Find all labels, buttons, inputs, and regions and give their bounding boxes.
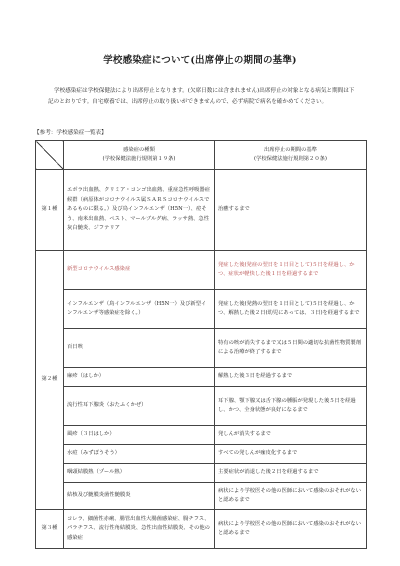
disease-cell: インフルエンザ（鳥インフルエンザ（H5N一）及び新型インフルエンザ等感染症を除く。） — [64, 290, 215, 329]
table-row — [36, 426, 367, 445]
period-cell: すべての発しんが痂皮化するまで — [215, 445, 367, 464]
period-cell: 病状により学校医その他の医師において感染のおそれがないと認めるまで — [215, 483, 367, 510]
page-title: 学校感染症について(出席停止の期間の基準) — [103, 55, 297, 66]
disease-cell: 流行性耳下腺炎（おたふくかぜ） — [64, 387, 215, 426]
table-row — [36, 290, 367, 329]
table-row — [36, 170, 367, 251]
disease-cell: 新型コロナウイルス感染症 — [64, 251, 215, 290]
period-cell: 病状により学校医その他の医師において感染のおそれがないと認めるまで — [215, 510, 367, 549]
table-header-row — [36, 141, 367, 170]
disease-cell: 結核及び髄膜炎菌性髄膜炎 — [64, 483, 215, 510]
table-row — [36, 329, 367, 368]
disease-cell: エボラ出血熱、クリミア・コンゴ出血熱、重症急性呼吸器症候群（病原体がコロナウイルス属ＳＡＲＳコロナウイルスであるものに限る。）及び鳥インフルエンザ（H5N一）、痘そう、南米出血熱、ペスト、マールブルグ病、ラッサ熱、急性灰白髄炎、ジフテリア — [64, 170, 215, 251]
period-cell: 発しんが消失するまで — [215, 426, 367, 445]
category-cell: 第１種 — [36, 170, 64, 251]
table-row — [36, 368, 367, 387]
table-row — [36, 510, 367, 549]
category-cell: 第３種 — [36, 510, 64, 549]
header-disease-cell — [64, 141, 215, 170]
period-cell: 耳下腺、顎下腺又は舌下腺の腫脹が発現した後５日を経過し、かつ、全身状態が良好になるまで — [215, 387, 367, 426]
category-cell: 第２種 — [36, 251, 64, 510]
table-row — [36, 483, 367, 510]
table-row — [36, 445, 367, 464]
period-cell: 主要症状が消退した後２日を経過するまで — [215, 464, 367, 483]
header-period-title: 出席停止の期間の基準 — [264, 146, 317, 153]
period-cell: 治癒するまで — [215, 170, 367, 251]
header-disease-law: (学校保健法施行規則第１９条) — [102, 156, 176, 162]
period-cell: 解熱した後３日を経過するまで — [215, 368, 367, 387]
disease-cell: 風疹（３日はしか） — [64, 426, 215, 445]
disease-cell: 百日咳 — [64, 329, 215, 368]
table-row — [36, 387, 367, 426]
period-cell: 特有の咳が消失するまで又は５日間の適切な抗菌性物質製剤による治療が終了するまで — [215, 329, 367, 368]
header-corner-cell — [36, 141, 64, 170]
infectious-disease-table — [35, 140, 367, 549]
header-disease-title: 感染症の種類 — [123, 146, 155, 153]
header-period-law: (学校保健法施行規則第２０条) — [254, 156, 327, 162]
intro-paragraph: 学校感染症は学校保健法により出席停止となります。(欠席日数には含まれません)出席停止の対象となる病気と期間は下記のとおりです。自宅療養では、出席停止の取り扱いができませんので、必ず病院で病名を確かめてください。 — [48, 88, 355, 105]
disease-cell: コレラ、細菌性赤痢、腸管出血性大腸菌感染症、腸チフス、パラチフス、流行性角結膜炎、急性出血性結膜炎、その他の感染症 — [64, 510, 215, 549]
disease-cell: 水痘（みずぼうそう） — [64, 445, 215, 464]
table-row — [36, 251, 367, 290]
reference-label: 【参考：学校感染症一覧表】 — [34, 130, 107, 136]
period-cell: 発症した後(発症の翌日を１日目として)５日を経過し、かつ、症状が軽快した後１日を経過するまで — [215, 251, 367, 290]
period-cell: 発症した後(発熱の翌日を１日目として)５日を経過し、かつ、解熱した後２日(幼児にあっては、３日)を経過するまで — [215, 290, 367, 329]
table-row — [36, 464, 367, 483]
disease-cell: 咽頭結膜熱（プール熱） — [64, 464, 215, 483]
disease-cell: 麻疹（はしか） — [64, 368, 215, 387]
header-period-cell — [215, 141, 367, 170]
